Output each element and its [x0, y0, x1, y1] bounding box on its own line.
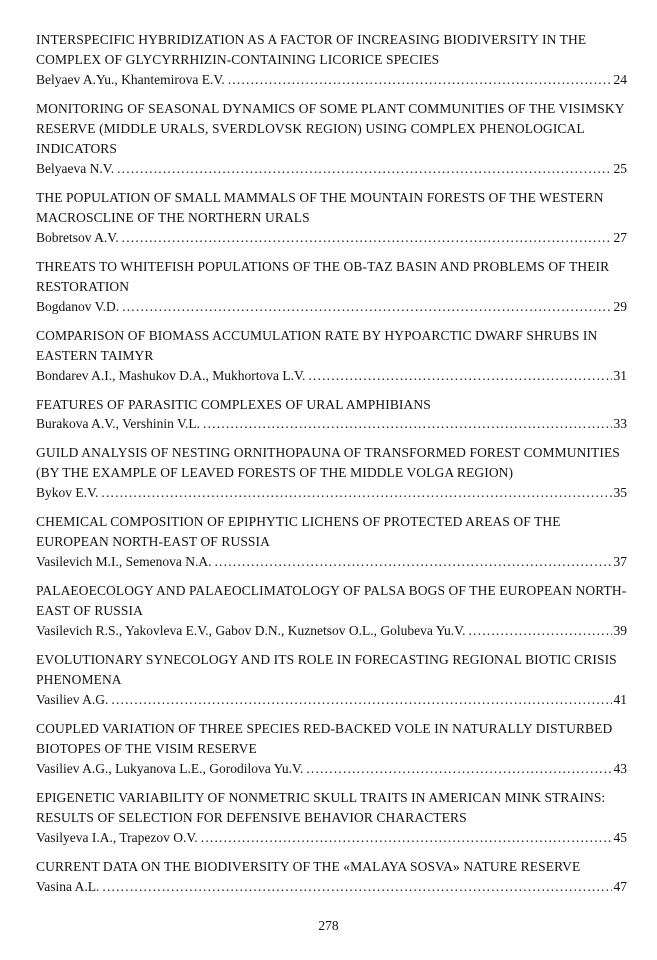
entry-authors: Bykov E.V.	[36, 485, 99, 501]
footer-page-number: 278	[318, 918, 339, 933]
dot-leader	[468, 621, 611, 641]
entry-authors-row	[36, 828, 627, 848]
entry-title: INTERSPECIFIC HYBRIDIZATION AS A FACTOR OF INCREASING BIODIVERSITY IN THE COMPLEX OF GLYCYRRHIZIN-CONTAINING LICORICE SPECIES	[36, 32, 587, 67]
entry-title: FEATURES OF PARASITIC COMPLEXES OF URAL AMPHIBIANS	[36, 396, 431, 412]
dot-leader	[122, 297, 611, 317]
entry-authors: Belyaeva N.V.	[36, 160, 115, 176]
toc-entry	[36, 857, 627, 897]
entry-authors: Vasilyeva I.A., Trapezov O.V.	[36, 829, 198, 845]
entry-authors: Burakova A.V., Vershinin V.L.	[36, 416, 201, 432]
entry-authors: Vasilevich R.S., Yakovleva E.V., Gabov D.N., Kuznetsov O.L., Golubeva Yu.V.	[36, 623, 466, 639]
entry-authors-row	[36, 552, 627, 572]
dot-leader	[228, 70, 612, 90]
entry-title: PALAEOECOLOGY AND PALAEOCLIMATOLOGY OF PALSA BOGS OF THE EUROPEAN NORTH-EAST OF RUSSIA	[36, 583, 627, 619]
toc-entry	[36, 581, 627, 641]
dot-leader	[111, 690, 611, 710]
entry-page-number: 47	[613, 878, 627, 894]
entry-title: GUILD ANALYSIS OF NESTING ORNITHOPAUNA OF TRANSFORMED FOREST COMMUNITIES (BY THE EXAMPLE OF LEAVED FORESTS OF THE MIDDLE VOLGA REGION)	[36, 445, 620, 481]
entry-authors-row	[36, 621, 627, 641]
toc-entry	[36, 395, 627, 435]
dot-leader	[101, 483, 611, 503]
entry-page-number: 31	[613, 367, 627, 383]
dot-leader	[308, 366, 611, 386]
entry-authors: Bondarev A.I., Mashukov D.A., Mukhortova L.V.	[36, 367, 306, 383]
entry-authors-row	[36, 228, 627, 248]
entry-page-number: 45	[613, 829, 627, 845]
toc-entry	[36, 257, 627, 317]
toc-entry	[36, 443, 627, 503]
toc-entry	[36, 326, 627, 386]
entry-page-number: 35	[613, 485, 627, 501]
entry-page-number: 41	[613, 692, 627, 708]
entry-authors-row	[36, 759, 627, 779]
toc-entry	[36, 188, 627, 248]
toc-entry	[36, 30, 627, 90]
entry-authors-row	[36, 70, 627, 90]
dot-leader	[122, 228, 612, 248]
entry-authors-row	[36, 159, 627, 179]
dot-leader	[102, 877, 611, 897]
entry-title: EPIGENETIC VARIABILITY OF NONMETRIC SKULL TRAITS IN AMERICAN MINK STRAINS: RESULTS OF SELECTION FOR DEFENSIVE BEHAVIOR CHARACTERS	[36, 789, 606, 825]
dot-leader	[201, 828, 612, 848]
entry-authors-row	[36, 414, 627, 434]
entry-page-number: 33	[613, 416, 627, 432]
entry-authors-row	[36, 366, 627, 386]
entry-title: CURRENT DATA ON THE BIODIVERSITY OF THE «MALAYA SOSVA» NATURE RESERVE	[36, 858, 581, 874]
entry-authors-row	[36, 690, 627, 710]
dot-leader	[214, 552, 611, 572]
entry-authors: Vasilevich M.I., Semenova N.A.	[36, 554, 212, 570]
entry-authors: Bogdanov V.D.	[36, 298, 120, 314]
dot-leader	[203, 414, 611, 434]
entry-authors: Vasina A.L.	[36, 878, 100, 894]
entry-title: THE POPULATION OF SMALL MAMMALS OF THE MOUNTAIN FORESTS OF THE WESTERN MACROSCLINE OF THE NORTHERN URALS	[36, 189, 604, 225]
entry-page-number: 39	[613, 623, 627, 639]
entry-authors: Vasiliev A.G., Lukyanova L.E., Gorodilova Yu.V.	[36, 761, 304, 776]
entry-title: CHEMICAL COMPOSITION OF EPIPHYTIC LICHENS OF PROTECTED AREAS OF THE EUROPEAN NORTH-EAST OF RUSSIA	[36, 514, 561, 550]
dot-leader	[117, 159, 611, 179]
entry-page-number: 25	[613, 160, 627, 176]
dot-leader	[306, 759, 611, 779]
entry-authors-row	[36, 877, 627, 897]
entry-authors: Belyaev A.Yu., Khantemirova E.V.	[36, 71, 225, 87]
entry-page-number: 24	[613, 71, 627, 87]
toc-entry	[36, 650, 627, 710]
toc-entry	[36, 512, 627, 572]
toc-entry	[36, 99, 627, 179]
entry-title: THREATS TO WHITEFISH POPULATIONS OF THE OB-TAZ BASIN AND PROBLEMS OF THEIR RESTORATION	[36, 258, 610, 294]
entry-page-number: 27	[613, 229, 627, 245]
entry-authors-row	[36, 483, 627, 503]
entry-authors: Vasiliev A.G.	[36, 692, 109, 708]
entry-authors: Bobretsov A.V.	[36, 229, 119, 245]
toc-entries	[36, 30, 627, 897]
entry-page-number: 43	[613, 761, 627, 776]
entry-title: EVOLUTIONARY SYNECOLOGY AND ITS ROLE IN FORECASTING REGIONAL BIOTIC CRISIS PHENOMENA	[36, 652, 617, 688]
entry-authors-row	[36, 297, 627, 317]
entry-title: MONITORING OF SEASONAL DYNAMICS OF SOME PLANT COMMUNITIES OF THE VISIMSKY RESERVE (MIDDLE URALS, SVERDLOVSK REGION) USING COMPLEX PHENOLOGICAL INDICATORS	[36, 100, 625, 156]
entry-title: COUPLED VARIATION OF THREE SPECIES RED-BACKED VOLE IN NATURALLY DISTURBED BIOTOPES OF THE VISIM RESERVE	[36, 721, 613, 757]
toc-entry	[36, 788, 627, 848]
page-footer	[0, 918, 657, 934]
toc-entry	[36, 719, 627, 779]
entry-page-number: 29	[613, 298, 627, 314]
entry-title: COMPARISON OF BIOMASS ACCUMULATION RATE BY HYPOARCTIC DWARF SHRUBS IN EASTERN TAIMYR	[36, 327, 598, 363]
entry-page-number: 37	[613, 554, 627, 570]
